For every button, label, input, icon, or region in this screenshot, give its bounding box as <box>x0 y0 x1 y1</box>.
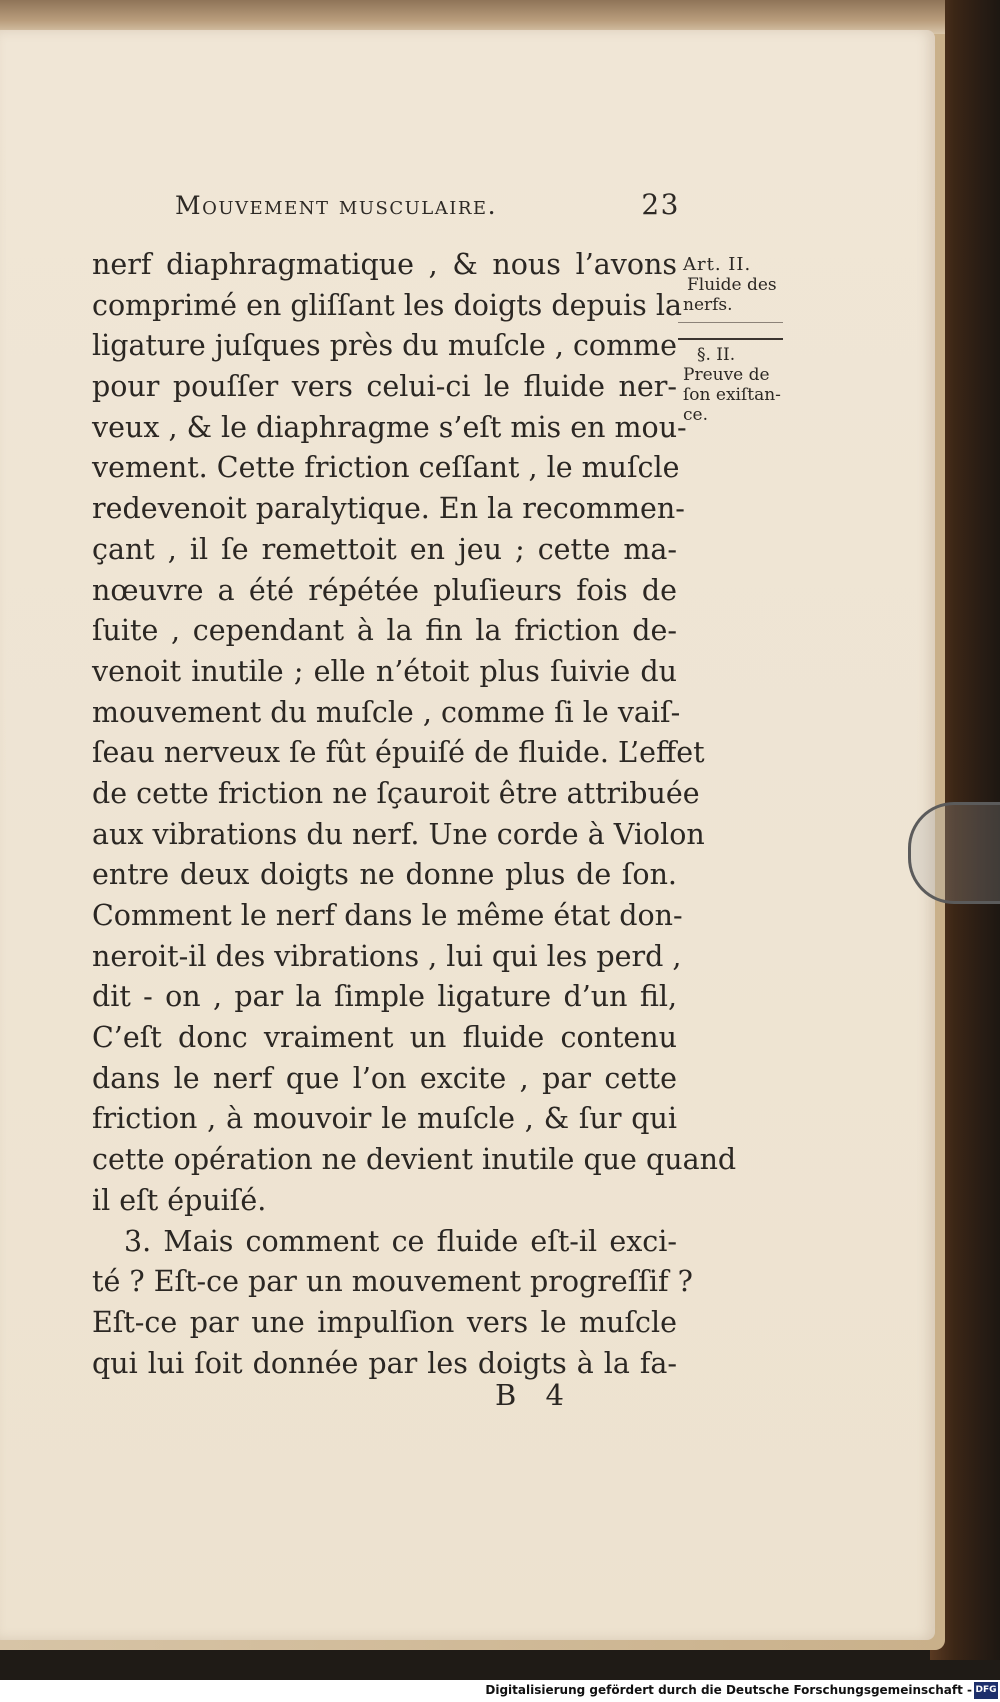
top-page-edge <box>0 0 945 34</box>
text-line: venoit inutile ; elle n’étoit plus ſuivie du <box>92 654 677 688</box>
text-line: aux vibrations du nerf. Une corde à Violon <box>92 817 705 851</box>
text-line: comprimé en gliſſant les doigts depuis la <box>92 288 682 322</box>
text-line: vement. Cette friction ceſſant , le muſcle <box>92 451 680 485</box>
text-line: dit - on , par la ſimple ligature d’un fil, <box>92 980 677 1014</box>
text-line: de cette friction ne ſçauroit être attribuée <box>92 776 700 810</box>
margin-note-section <box>683 345 783 425</box>
page-number: 23 <box>641 188 680 221</box>
text-line: ſuite , cependant à la fin la friction de- <box>92 614 677 648</box>
text-line: il eſt épuiſé. <box>92 1183 267 1217</box>
text-line: qui lui ſoit donnée par les doigts à la fa- <box>92 1346 677 1380</box>
text-line: nerf diaphragmatique , & nous l’avons <box>92 248 677 281</box>
text-line: nœuvre a été répétée pluſieurs fois de <box>92 573 677 607</box>
margin-note-line: nerfs. <box>683 295 733 315</box>
text-line: té ? Eſt-ce par un mouvement progreſſif ? <box>92 1265 693 1299</box>
margin-note-article <box>683 255 783 315</box>
text-line: veux , & le diaphragme s’eſt mis en mou- <box>92 410 687 444</box>
margin-note-line: Fluide des <box>687 275 777 295</box>
margin-note-line: Preuve de <box>683 365 770 385</box>
text-line: Comment le nerf dans le même état don- <box>92 899 683 932</box>
text-line: cette opération ne devient inutile que quand <box>92 1143 737 1177</box>
text-line: pour pouſſer vers celui-ci le fluide ner- <box>92 370 677 404</box>
running-head-title: Mouvement musculaire. <box>175 191 498 220</box>
text-line: mouvement du muſcle , comme ſi le vaiſ- <box>92 695 681 729</box>
text-line: ligature juſques près du muſcle , comme <box>92 329 677 363</box>
footer-credit: Digitalisierung gefördert durch die Deutsche Forschungsgemeinschaft - <box>485 1683 972 1697</box>
running-head <box>175 188 680 228</box>
margin-note-line: §. II. <box>697 345 736 365</box>
margin-note-line: Art. II. <box>683 254 752 275</box>
text-line: C’eſt donc vraiment un fluide contenu <box>92 1021 677 1055</box>
text-line: redevenoit paralytique. En la recommen- <box>92 492 685 526</box>
text-line: 3. Mais comment ce fluide eſt-il exci- <box>124 1224 677 1258</box>
text-line: çant , il ſe remettoit en jeu ; cette ma- <box>92 532 677 566</box>
margin-rule <box>678 322 783 323</box>
signature-mark: B 4 <box>495 1378 574 1412</box>
text-line: ſeau nerveux ſe fût épuiſé de fluide. L’effet <box>92 736 705 770</box>
dfg-logo: DFG <box>974 1682 998 1699</box>
text-line: Eſt-ce par une impulſion vers le muſcle <box>92 1305 677 1339</box>
text-line: dans le nerf que l’on excite , par cette <box>92 1061 677 1095</box>
margin-note-line: ce. <box>683 405 708 425</box>
margin-note-line: ſon exiſtan- <box>683 385 781 405</box>
text-line: friction , à mouvoir le muſcle , & ſur qui <box>92 1102 677 1136</box>
text-line: neroit-il des vibrations , lui qui les perd , <box>92 939 682 973</box>
margin-rule <box>678 338 783 340</box>
text-line: entre deux doigts ne donne plus de ſon. <box>92 858 677 892</box>
page-clip <box>908 802 1000 904</box>
